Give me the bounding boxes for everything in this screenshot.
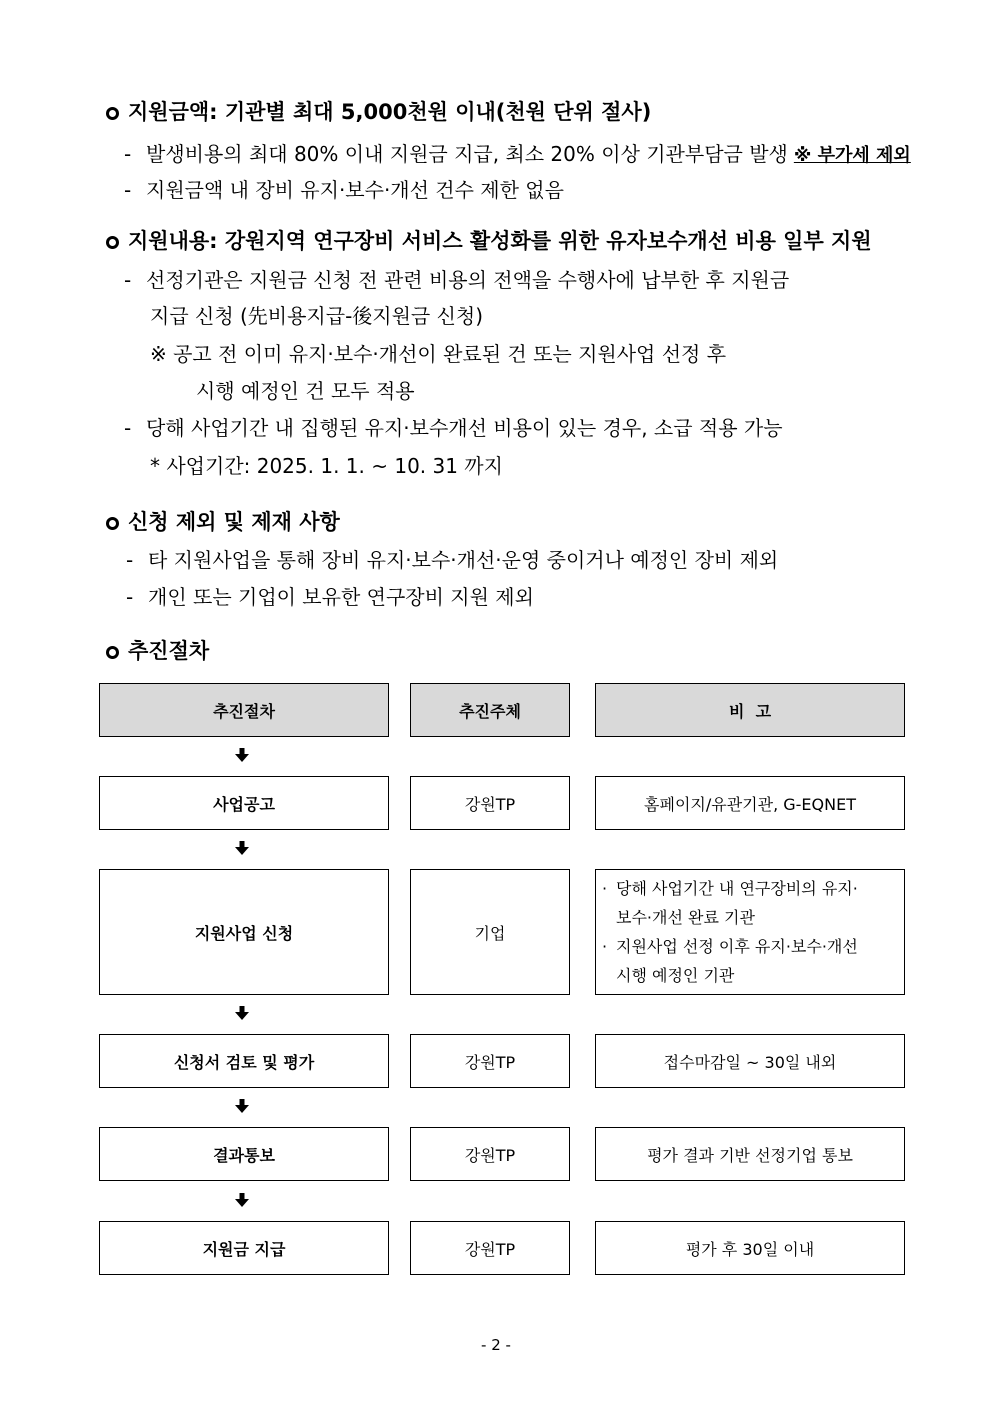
remark-item-cont: 시행 예정인 기관 [616, 966, 735, 985]
remark-notification: 평가 결과 기반 선정기업 통보 [595, 1127, 905, 1181]
remark-item: · 당해 사업기간 내 연구장비의 유지· [602, 874, 858, 903]
business-period: * 사업기간: 2025. 1. 1. ~ 10. 31 까지 [150, 454, 503, 478]
remark-item: · 지원사업 선정 이후 유지·보수·개선 [602, 932, 858, 961]
step-announcement: 사업공고 [99, 776, 389, 830]
content-note-line-1: ※ 공고 전 이미 유지·보수·개선이 완료된 건 또는 지원사업 선정 후 [150, 342, 727, 366]
content-bullet-1-cont: 지급 신청 (先비용지급-後지원금 신청) [150, 304, 484, 328]
section-content-title: 지원내용: 강원지역 연구장비 서비스 활성화를 위한 유자보수개선 비용 일부 지원 [106, 225, 872, 255]
section-exclusion-title: 신청 제외 및 제재 사항 [106, 506, 340, 536]
vat-exclusion-note: ※ 부가세 제외 [793, 145, 911, 166]
remark-announcement: 홈페이지/유관기관, G-EQNET [595, 776, 905, 830]
section-circle-icon [106, 646, 119, 659]
actor-notification: 강원TP [410, 1127, 570, 1181]
content-bullet-2: - 당해 사업기간 내 집행된 유지·보수개선 비용이 있는 경우, 소급 적용 가능 [124, 416, 783, 440]
actor-announcement: 강원TP [410, 776, 570, 830]
header-actor: 추진주체 [410, 683, 570, 737]
amount-bullet-2: - 지원금액 내 장비 유지·보수·개선 건수 제한 없음 [124, 178, 564, 202]
content-note-line-2: 시행 예정인 건 모두 적용 [196, 379, 415, 403]
step-payment: 지원금 지급 [99, 1221, 389, 1275]
header-remarks: 비 고 [595, 683, 905, 737]
remark-payment: 평가 후 30일 이내 [595, 1221, 905, 1275]
amount-bullet-1: - 발생비용의 최대 80% 이내 지원금 지급, 최소 20% 이상 기관부담금 발생 ※ 부가세 제외 [124, 142, 911, 166]
down-arrow-icon [235, 1099, 249, 1113]
section-procedure-title: 추진절차 [106, 635, 209, 665]
section-circle-icon [106, 517, 119, 530]
remark-review: 접수마감일 ~ 30일 내외 [595, 1034, 905, 1088]
content-bullet-1: - 선정기관은 지원금 신청 전 관련 비용의 전액을 수행사에 납부한 후 지원금 [124, 268, 790, 292]
down-arrow-icon [235, 841, 249, 855]
down-arrow-icon [235, 748, 249, 762]
down-arrow-icon [235, 1193, 249, 1207]
exclusion-bullet-2: - 개인 또는 기업이 보유한 연구장비 지원 제외 [126, 585, 534, 609]
actor-application: 기업 [410, 869, 570, 995]
down-arrow-icon [235, 1006, 249, 1020]
page-number: - 2 - [481, 1336, 511, 1354]
exclusion-bullet-1: - 타 지원사업을 통해 장비 유지·보수·개선·운영 중이거나 예정인 장비 제외 [126, 548, 779, 572]
step-review: 신청서 검토 및 평가 [99, 1034, 389, 1088]
remark-application [595, 869, 905, 995]
actor-payment: 강원TP [410, 1221, 570, 1275]
actor-review: 강원TP [410, 1034, 570, 1088]
section-amount-title: 지원금액: 기관별 최대 5,000천원 이내(천원 단위 절사) [106, 96, 651, 126]
step-application: 지원사업 신청 [99, 869, 389, 995]
section-circle-icon [106, 236, 119, 249]
header-procedure: 추진절차 [99, 683, 389, 737]
step-notification: 결과통보 [99, 1127, 389, 1181]
remark-item-cont: 보수·개선 완료 기관 [616, 908, 755, 927]
section-circle-icon [106, 107, 119, 120]
